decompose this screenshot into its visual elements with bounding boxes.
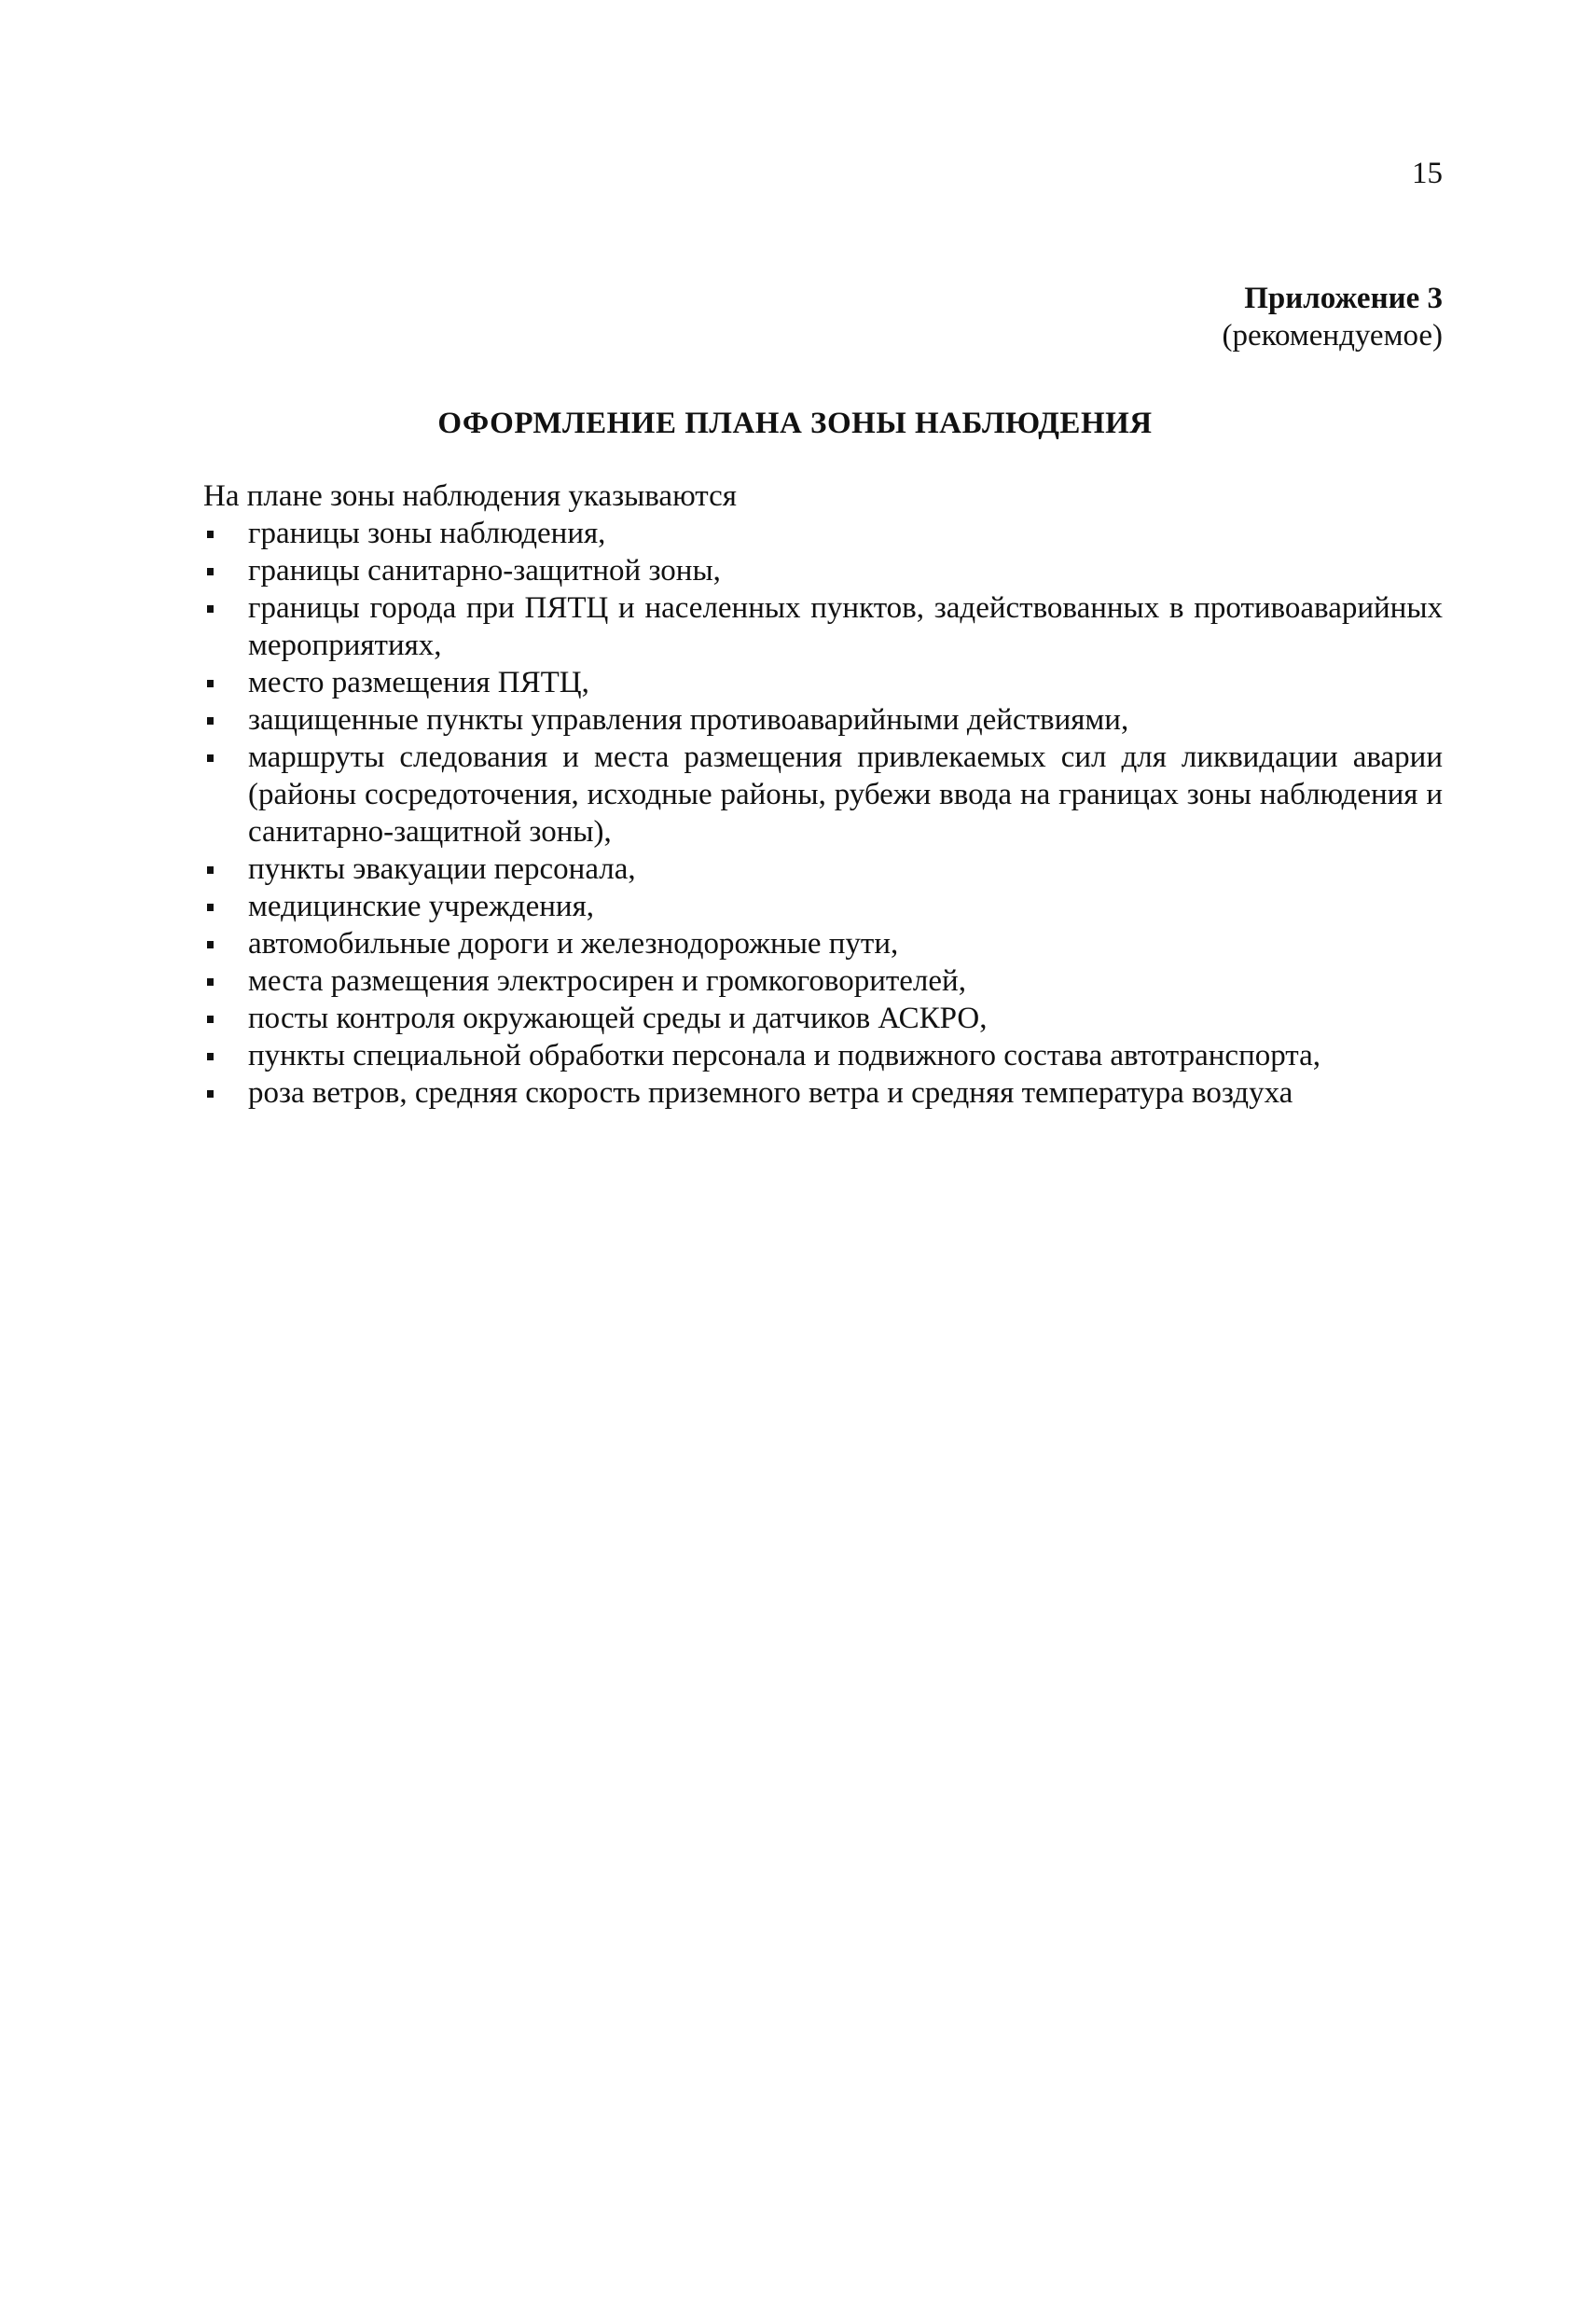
list-item <box>203 515 1443 552</box>
bullet-icon <box>207 866 214 874</box>
page-number: 15 <box>1412 157 1443 190</box>
list-item <box>203 1074 1443 1112</box>
list-item-text: место размещения ПЯТЦ, <box>248 666 589 699</box>
list-item <box>203 962 1443 1000</box>
bullet-icon <box>207 1090 214 1098</box>
list-item <box>203 1037 1443 1074</box>
document-heading: ОФОРМЛЕНИЕ ПЛАНА ЗОНЫ НАБЛЮДЕНИЯ <box>437 407 1153 440</box>
appendix-subtitle: (рекомендуемое) <box>1222 319 1443 353</box>
bullet-icon <box>207 978 214 986</box>
bullet-icon <box>207 941 214 948</box>
list-item <box>203 739 1443 851</box>
bullet-icon <box>207 717 214 725</box>
list-item-text: места размещения электросирен и громкоговорителей, <box>248 964 966 998</box>
list-item-text: границы города при ПЯТЦ и населенных пунктов, задействованных в противоаварийных мероприятиях, <box>248 591 1443 662</box>
list-item <box>203 1000 1443 1037</box>
list-item-text: границы санитарно-защитной зоны, <box>248 554 721 588</box>
list-item-text: медицинские учреждения, <box>248 890 594 923</box>
list-item-text: пункты специальной обработки персонала и подвижного состава автотранспорта, <box>248 1039 1321 1072</box>
list-item <box>203 851 1443 888</box>
list-item-text: посты контроля окружающей среды и датчиков АСКРО, <box>248 1002 988 1035</box>
bullet-icon <box>207 605 214 613</box>
bullet-icon <box>207 754 214 762</box>
list-item-text: защищенные пункты управления противоаварийными действиями, <box>248 703 1129 737</box>
bullet-icon <box>207 680 214 687</box>
appendix-title: Приложение 3 <box>1244 282 1443 315</box>
bullet-icon <box>207 904 214 911</box>
list-item-text: пункты эвакуации персонала, <box>248 852 636 886</box>
bullet-icon <box>207 568 214 575</box>
list-item-text: автомобильные дороги и железнодорожные пути, <box>248 927 899 961</box>
list-item <box>203 589 1443 664</box>
list-item <box>203 888 1443 925</box>
list-item-text: границы зоны наблюдения, <box>248 517 606 550</box>
list-item-text: маршруты следования и места размещения привлекаемых сил для ликвидации аварии (районы сосредоточения, исходные районы, рубежи ввода на границах зоны наблюдения и санитарно-защитной зоны), <box>248 740 1443 849</box>
appendix-block <box>1223 280 1443 354</box>
list-item <box>203 552 1443 589</box>
list-item-text: роза ветров, средняя скорость приземного ветра и средняя температура воздуха <box>248 1076 1293 1110</box>
list-item <box>203 701 1443 739</box>
intro-text: На плане зоны наблюдения указываются <box>203 479 737 513</box>
list-item <box>203 925 1443 962</box>
bullet-icon <box>207 1016 214 1023</box>
bullet-icon <box>207 531 214 538</box>
list-item <box>203 664 1443 701</box>
bullet-list <box>203 515 1443 1112</box>
bullet-icon <box>207 1053 214 1060</box>
